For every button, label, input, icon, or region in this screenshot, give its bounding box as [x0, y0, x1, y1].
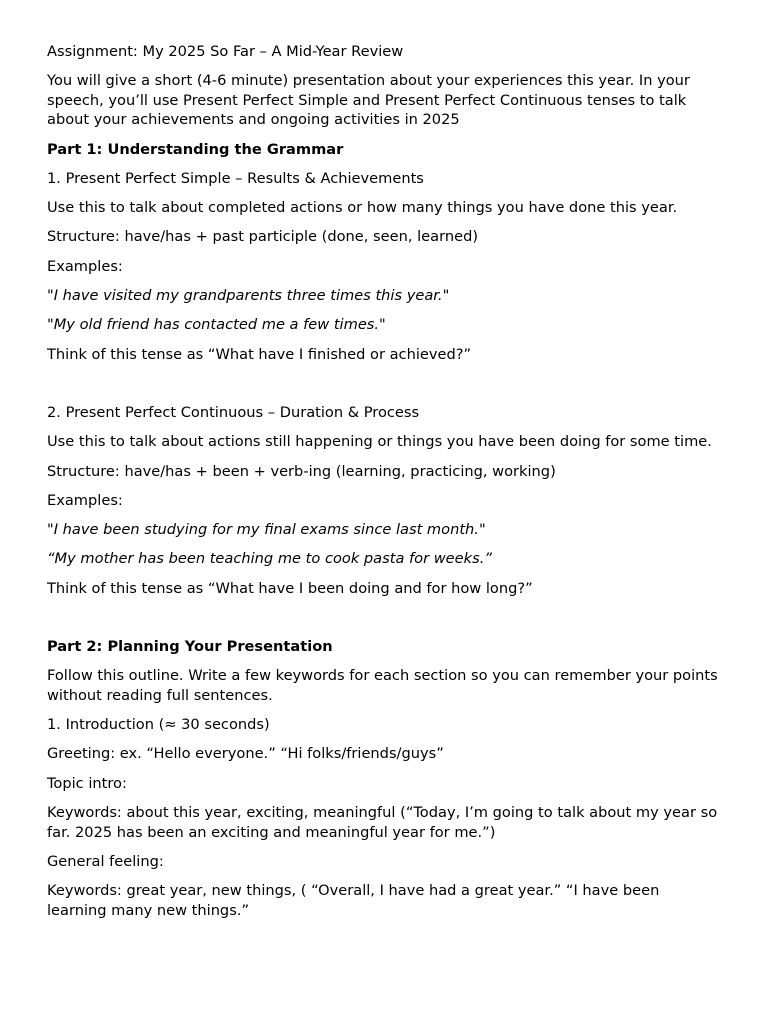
simple-structure: Structure: have/has + past participle (done, seen, learned) [47, 228, 479, 246]
simple-usage: Use this to talk about completed actions or how many things you have done this year. [47, 199, 678, 217]
feeling-keywords: Keywords: great year, new things, ( “Overall, I have had a great year.” “I have been learning many new things.” [47, 882, 660, 919]
spacer [47, 374, 719, 403]
continuous-structure: Structure: have/has + been + verb-ing (learning, practicing, working) [47, 462, 556, 480]
topic-intro-label: Topic intro: [47, 774, 127, 792]
part1-heading: Part 1: Understanding the Grammar [47, 140, 344, 158]
continuous-example-1: "I have been studying for my final exams since last month." [47, 521, 486, 539]
continuous-example-2: “My mother has been teaching me to cook pasta for weeks.” [47, 550, 492, 568]
continuous-title: 2. Present Perfect Continuous – Duration & Process [47, 403, 420, 421]
assignment-intro: You will give a short (4-6 minute) presentation about your experiences this year. In your speech, you’ll use Present Perfect Simple and Present Perfect Continuous tenses to talk about your achievements and ongoing activities in 2025 [47, 72, 690, 129]
document-page [47, 42, 719, 930]
continuous-think: Think of this tense as “What have I been doing and for how long?” [47, 579, 533, 597]
simple-examples-label: Examples: [47, 257, 123, 275]
part2-heading: Part 2: Planning Your Presentation [47, 638, 333, 656]
simple-example-1-text: I have visited my grandparents three times this year. [53, 287, 443, 305]
topic-keywords: Keywords: about this year, exciting, meaningful (“Today, I’m going to talk about my year so far. 2025 has been an exciting and meaningful year for me.”) [47, 804, 718, 841]
assignment-title: Assignment: My 2025 So Far – A Mid-Year Review [47, 43, 404, 60]
outline-instructions: Follow this outline. Write a few keywords for each section so you can remember your points without reading full sentences. [47, 667, 718, 704]
general-feeling-label: General feeling: [47, 852, 164, 870]
spacer [47, 608, 719, 637]
greeting-line: Greeting: ex. “Hello everyone.” “Hi folks/friends/guys” [47, 745, 444, 763]
simple-think: Think of this tense as “What have I finished or achieved?” [47, 345, 472, 363]
introduction-section: 1. Introduction (≈ 30 seconds) [47, 716, 270, 734]
continuous-example-1-text: I have been studying for my final exams since last month. [53, 521, 479, 539]
continuous-examples-label: Examples: [47, 491, 123, 509]
continuous-usage: Use this to talk about actions still happening or things you have been doing for some time. [47, 433, 712, 451]
simple-example-1: "I have visited my grandparents three times this year." [47, 287, 450, 305]
simple-example-2: "My old friend has contacted me a few times." [47, 316, 386, 334]
simple-example-2-text: My old friend has contacted me a few times. [53, 316, 380, 334]
simple-title: 1. Present Perfect Simple – Results & Achievements [47, 169, 424, 187]
